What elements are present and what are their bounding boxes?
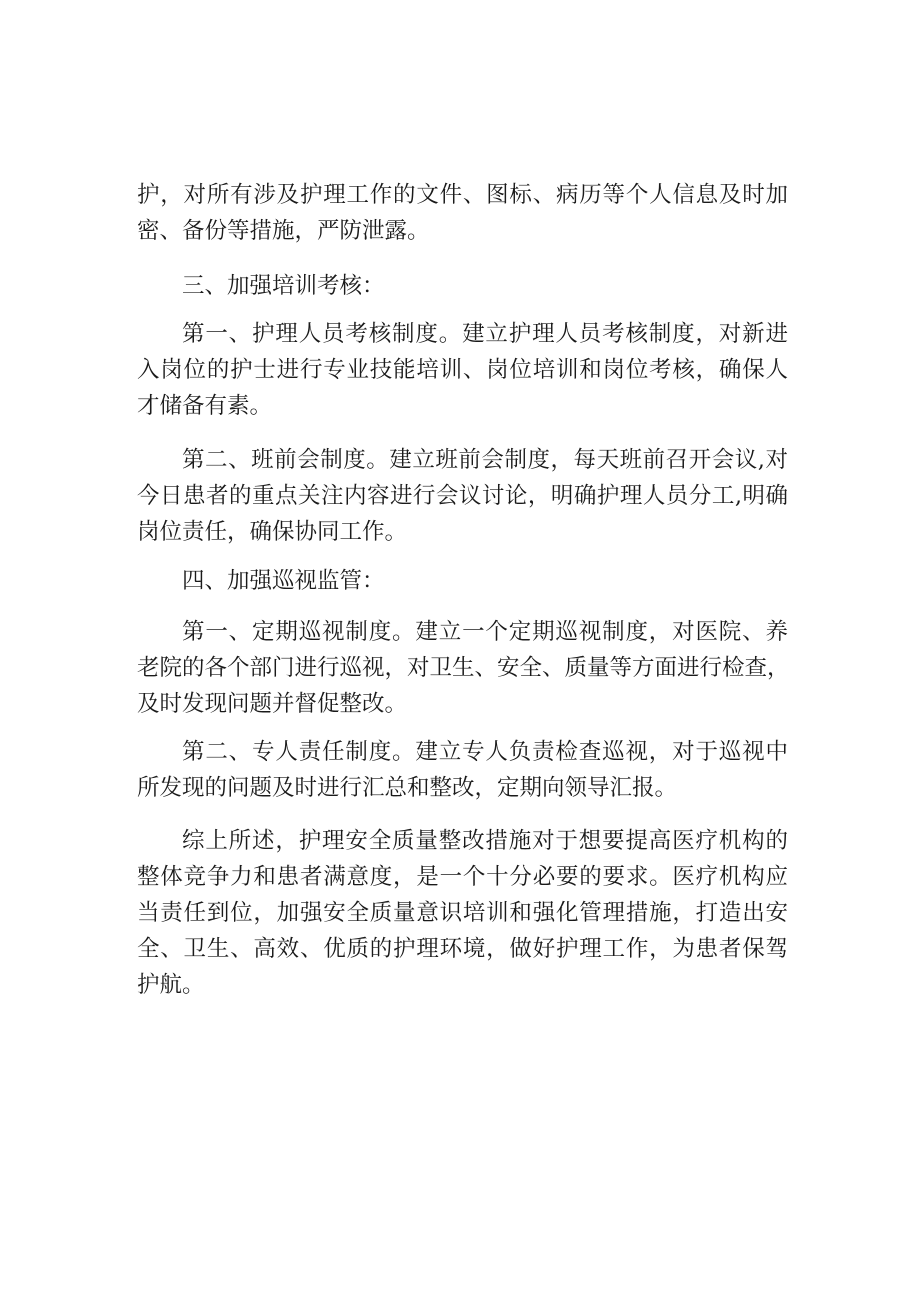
text-line: 及时发现问题并督促整改。 — [137, 691, 408, 717]
section-4-heading — [137, 563, 788, 599]
heading-line: 四、加强巡视监管： — [182, 568, 385, 594]
text-line: 才储备有素。 — [137, 393, 273, 419]
text-line: 入岗位的护士进行专业技能培训、岗位培训和岗位考核，确保人 — [137, 357, 788, 383]
paragraph-section-4-item-1 — [137, 614, 788, 722]
text-line: 护航。 — [137, 972, 205, 998]
text-line: 综上所述，护理安全质量整改措施对于想要提高医疗机构的 — [182, 828, 788, 854]
text-line: 第二、班前会制度。建立班前会制度，每天班前召开会议,对 — [182, 447, 788, 473]
text-line: 当责任到位，加强安全质量意识培训和强化管理措施，打造出安 — [137, 900, 788, 926]
text-line: 护，对所有涉及护理工作的文件、图标、病历等个人信息及时加 — [137, 182, 788, 208]
text-line: 所发现的问题及时进行汇总和整改，定期向领导汇报。 — [137, 775, 678, 801]
text-line: 第一、护理人员考核制度。建立护理人员考核制度，对新进 — [182, 321, 788, 347]
text-line: 整体竞争力和患者满意度，是一个十分必要的要求。医疗机构应 — [137, 864, 788, 890]
text-line: 全、卫生、高效、优质的护理环境，做好护理工作，为患者保驾 — [137, 936, 788, 962]
text-line: 今日患者的重点关注内容进行会议讨论，明确护理人员分工,明确 — [137, 483, 788, 509]
paragraph-section-3-item-1 — [137, 316, 788, 424]
text-line: 第二、专人责任制度。建立专人负责检查巡视，对于巡视中 — [182, 739, 788, 765]
text-line: 老院的各个部门进行巡视，对卫生、安全、质量等方面进行检查， — [137, 655, 790, 681]
text-line: 第一、定期巡视制度。建立一个定期巡视制度，对医院、养 — [182, 619, 788, 645]
text-line: 岗位责任，确保协同工作。 — [137, 519, 408, 545]
section-3-heading — [137, 268, 788, 304]
paragraph-section-3-item-2 — [137, 442, 788, 550]
text-line: 密、备份等措施，严防泄露。 — [137, 218, 430, 244]
paragraph-section-4-item-2 — [137, 734, 788, 806]
paragraph-conclusion — [137, 823, 788, 1003]
heading-line: 三、加强培训考核： — [182, 273, 385, 299]
paragraph-continuation — [137, 177, 788, 249]
